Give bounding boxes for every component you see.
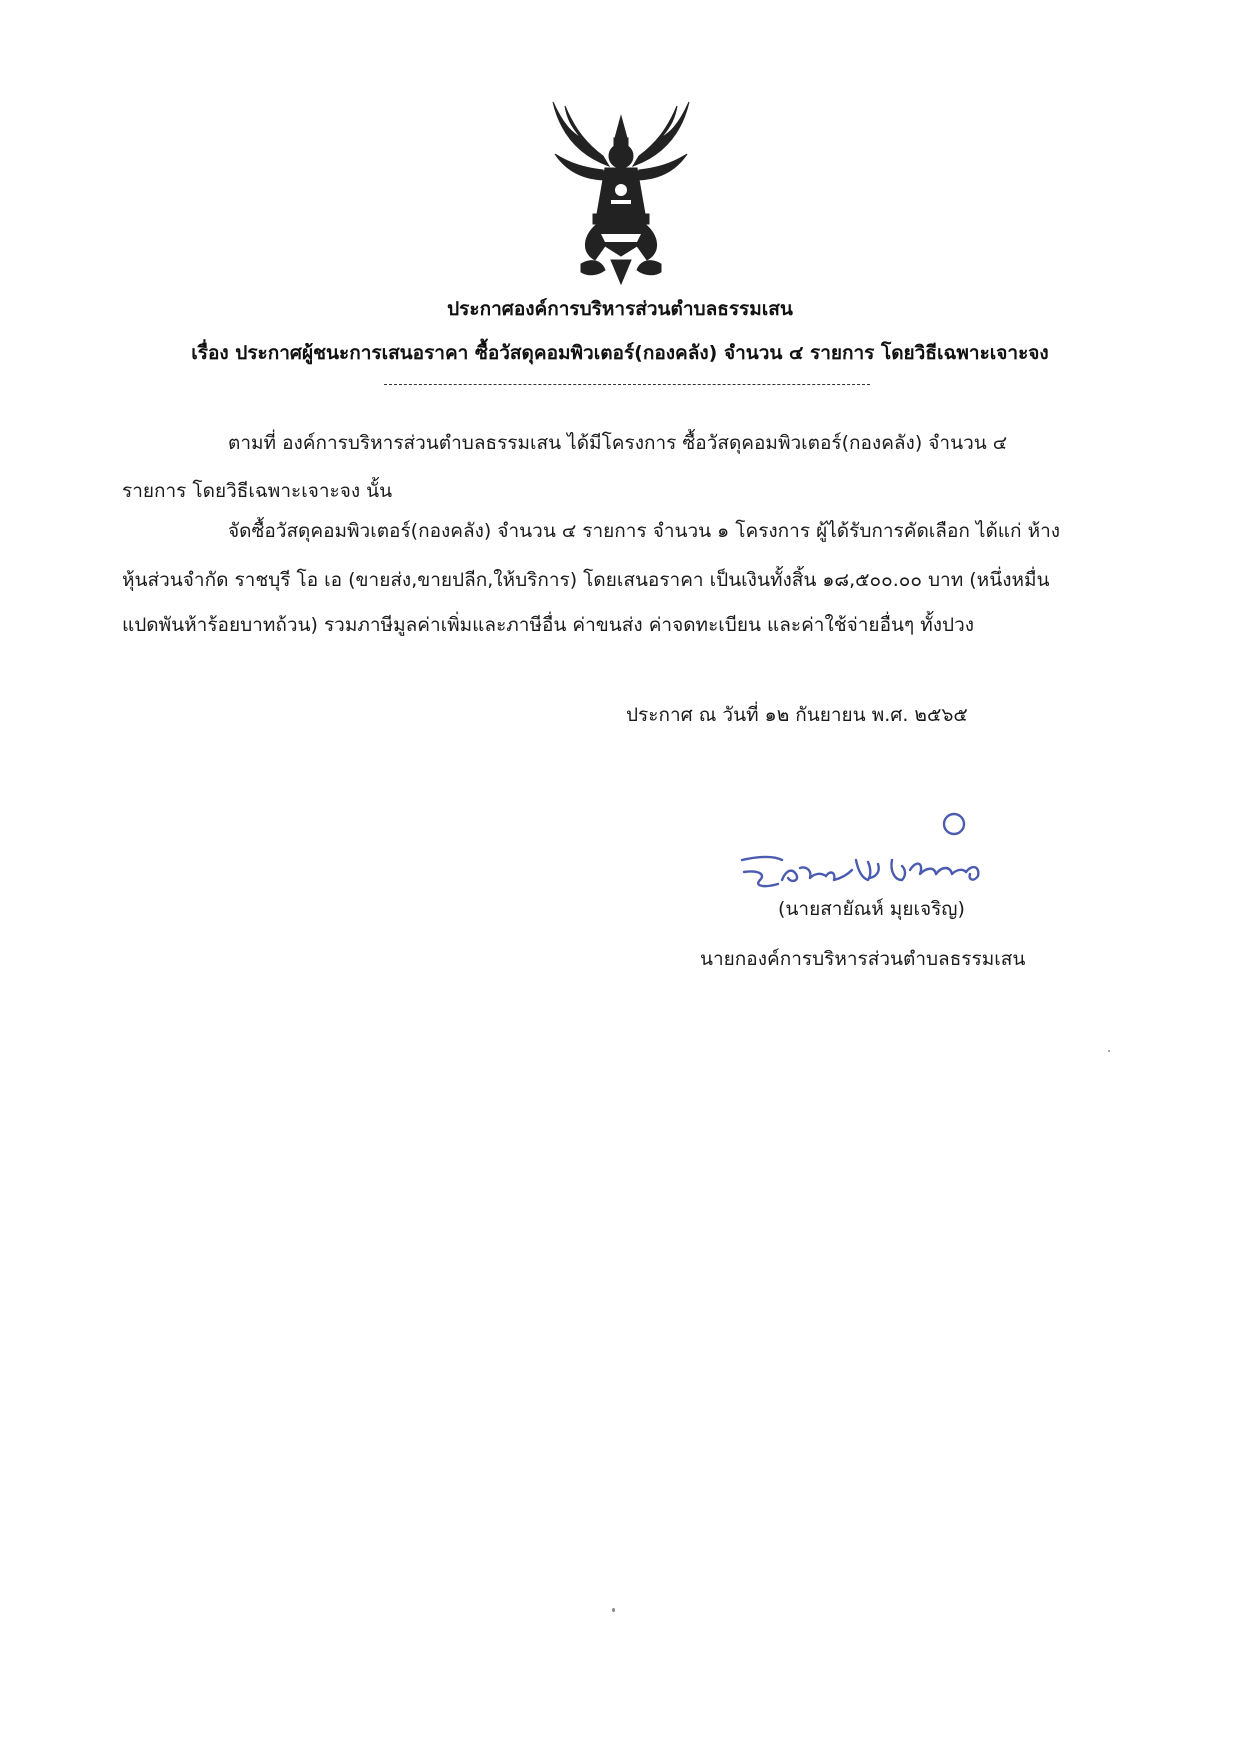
announcement-subject: เรื่อง ประกาศผู้ชนะการเสนอราคา ซื้อวัสดุคอมพิวเตอร์(กองคลัง) จำนวน ๔ รายการ โดยวิธีเฉพาะเจาะจง bbox=[191, 342, 1049, 364]
signer-name: (นายสายัณห์ มุยเจริญ) bbox=[778, 898, 965, 920]
paragraph1-line2: รายการ โดยวิธีเฉพาะเจาะจง นั้น bbox=[122, 480, 393, 502]
announcement-title: ประกาศองค์การบริหารส่วนตำบลธรรมเสน bbox=[447, 298, 793, 320]
scan-speck bbox=[1108, 1050, 1110, 1052]
scan-speck bbox=[612, 1608, 615, 1612]
signer-position: นายกองค์การบริหารส่วนตำบลธรรมเสน bbox=[700, 948, 1026, 970]
handwritten-signature bbox=[730, 800, 1030, 910]
paragraph2-line1: จัดซื้อวัสดุคอมพิวเตอร์(กองคลัง) จำนวน ๔ รายการ จำนวน ๑ โครงการ ผู้ได้รับการคัดเลือก ได้แก่ ห้าง bbox=[228, 520, 1061, 542]
paragraph2-line3: แปดพันห้าร้อยบาทถ้วน) รวมภาษีมูลค่าเพิ่มและภาษีอื่น ค่าขนส่ง ค่าจดทะเบียน และค่าใช้จ่ายอื่นๆ ทั้งปวง bbox=[122, 614, 975, 636]
paragraph1-line1: ตามที่ องค์การบริหารส่วนตำบลธรรมเสน ได้มีโครงการ ซื้อวัสดุคอมพิวเตอร์(กองคลัง) จำนวน ๔ bbox=[228, 432, 1008, 454]
paragraph2-line2: หุ้นส่วนจำกัด ราชบุรี โอ เอ (ขายส่ง,ขายปลีก,ให้บริการ) โดยเสนอราคา เป็นเงินทั้งสิ้น ๑๘,๕๐๐.๐๐ บาท (หนึ่งหมื่น bbox=[122, 569, 1050, 591]
title-divider bbox=[384, 384, 870, 385]
garuda-emblem-icon bbox=[541, 96, 701, 292]
announcement-date: ประกาศ ณ วันที่ ๑๒ กันยายน พ.ศ. ๒๕๖๕ bbox=[626, 704, 968, 726]
